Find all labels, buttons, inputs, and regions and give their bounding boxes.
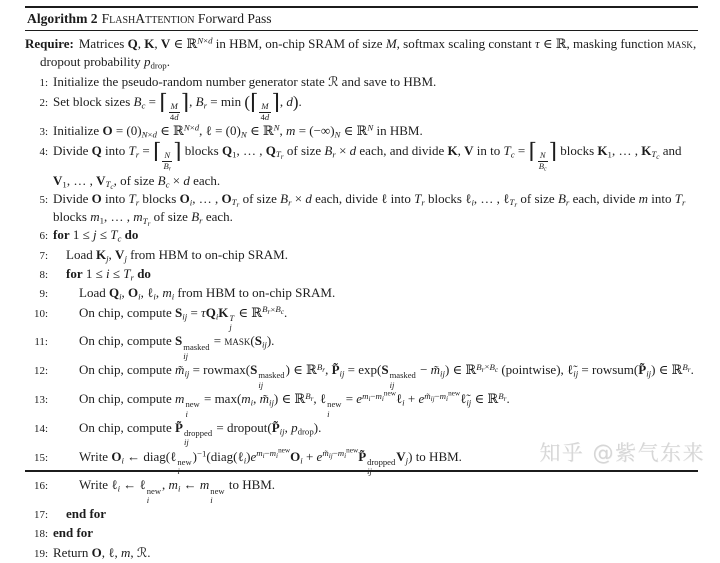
line-number: 9: xyxy=(39,288,48,301)
line-number: 11: xyxy=(34,336,48,349)
line-content: for $1 \le i \le T_r$ do xyxy=(66,266,151,283)
require-line xyxy=(25,31,698,72)
line-number: 6: xyxy=(39,230,48,243)
line-content: Load $Q_i$, $O_i$, ℓ$_i$, $m_i$ from HBM to on-chip SRAM. xyxy=(79,285,336,302)
algorithm-title-rest: Forward Pass xyxy=(194,11,272,26)
line-number: 18: xyxy=(33,528,48,541)
line-number: 19: xyxy=(33,547,48,560)
line-content: Load $K_j$, $V_j$ from HBM to on-chip SRAM. xyxy=(66,246,288,264)
line-number: 2: xyxy=(39,96,48,109)
algo-line xyxy=(25,332,698,361)
line-content: On chip, compute $S_{ij} = \tau Q_iK$ T j ∈ ℝ$^{B_r\times B_c}$. xyxy=(79,304,288,333)
algorithm-title-smallcaps: FlashAttention xyxy=(101,11,195,26)
line-number: 16: xyxy=(33,480,48,493)
line-number: 1: xyxy=(39,77,48,90)
line-number: 14: xyxy=(33,422,48,435)
algo-line xyxy=(25,89,698,123)
algorithm-lines xyxy=(25,73,698,563)
algo-line xyxy=(25,138,698,192)
line-number: 8: xyxy=(39,269,48,282)
line-content: end for xyxy=(53,525,94,541)
algo-line xyxy=(25,476,698,505)
line-content: Write $O_i$ ← diag(ℓ new i )$^{-1}(diag(\ell_i)e^{m_i-m_i^{new}}O_i$ + $e^{m̃_{ij}-m_i^{new}}P̃$ dropped ij $V_j$) to HBM. xyxy=(79,446,462,477)
bottom-rule xyxy=(25,470,698,472)
line-number: 10: xyxy=(33,307,48,320)
line-content: Return O, ℓ, m, ℛ. xyxy=(53,544,151,560)
line-content: Write ℓ$_i$ ← ℓ new i , $m_i$ ← m new i to HBM. xyxy=(79,477,276,505)
require-body: Matrices Q, K, V ∈ ℝ$^{N\times d}$ in HBM, on-chip SRAM of size M, softmax scaling constant τ ∈ ℝ, masking function mask, dropout probability $p_{drop}$. xyxy=(40,35,697,71)
line-content: On chip, compute P̃ dropped ij = $dropout(P̃_{ij}$, $p_{drop}$). xyxy=(79,419,322,448)
line-number: 12: xyxy=(33,365,48,378)
line-number: 4: xyxy=(39,145,48,158)
line-number: 15: xyxy=(33,451,48,464)
algo-line xyxy=(25,524,698,543)
algorithm-label: Algorithm 2 xyxy=(27,11,98,26)
watermark: 知乎 @紫气东来 xyxy=(539,441,705,465)
line-content: end for xyxy=(66,506,107,522)
algo-line xyxy=(25,284,698,303)
algo-line xyxy=(25,390,698,419)
algo-line xyxy=(25,544,698,563)
line-number: 17: xyxy=(33,509,48,522)
algo-line xyxy=(25,505,698,524)
line-content: Set block sizes $B_c$ = ⌈ $\frac{M}{4d}$ ⌉, $B_r = \min$ (⌈ $\frac{M}{4d}$ ⌉, d). xyxy=(53,89,302,122)
line-number: 7: xyxy=(39,249,48,262)
algo-line xyxy=(25,265,698,284)
algo-line xyxy=(25,226,698,245)
require-keyword: Require: xyxy=(25,36,74,51)
line-content: Divide O into $T_r$ blocks $O_i$, … , $O_{T_r}$ of size $B_r \times d$ each, divide ℓ into $T_r$ blocks ℓ$_i$, … , ℓ$_{T_r}$ of size $B_r$ each, divide m into $T_r$ blocks $m_1$, … , $m_{T_r}$ of size $B_r$ each. xyxy=(53,190,686,228)
line-content: Initialize $O = (0)_{N\times d}$ ∈ ℝ$^{N\times d}$, ℓ = $(0)_N$ ∈ ℝ$^N$, $m = (-\infty)_N$ ∈ ℝ$^N$ in HBM. xyxy=(53,123,423,140)
algo-line xyxy=(25,73,698,92)
line-content: Divide Q into $T_r$ = ⌈ $\frac{N}{B_r}$ ⌉ blocks $Q_1$, … , $Q_{T_r}$ of size $B_r \times d$ each, and divide K, V in to $T_c$ = ⌈ $\frac{N}{B_c}$ ⌉ blocks $K_1$, … , $K_{T_c}$ and $V_1$, … , $V_{T_c}$, of size $B_c \times d$ each. xyxy=(53,138,682,192)
line-content: On chip, compute $m̃_{ij} = rowmax(S$ masked ij ) ∈ ℝ$^{B_r}$, $P̃_{ij} = \exp(S$ masked ij − $m̃_{ij}$) ∈ ℝ$^{B_r\times B_c}$ (pointwise), $\ell̃_{ij}$ = $rowsum(P̃_{ij})$ ∈ ℝ$^{B_r}$. xyxy=(79,361,694,390)
line-content: On chip, compute S masked ij = $mask(S_{ij})$. xyxy=(79,333,275,361)
algo-line xyxy=(25,190,698,227)
line-number: 3: xyxy=(39,126,48,139)
algorithm-header xyxy=(25,8,698,30)
line-number: 5: xyxy=(39,193,48,206)
algo-line xyxy=(25,246,698,265)
algo-line xyxy=(25,361,698,390)
line-content: for $1 \le j \le T_c$ do xyxy=(53,227,139,244)
line-content: Initialize the pseudo-random number generator state ℛ and save to HBM. xyxy=(53,74,437,90)
line-number: 13: xyxy=(33,393,48,406)
algo-line xyxy=(25,304,698,333)
algo-line xyxy=(25,122,698,141)
line-content: On chip, compute m new i = $\max(m_i$, $m̃_{ij}$) ∈ ℝ$^{B_r}$, ℓ new i = $e^{m_i-m_i^{new}}\ell_i$ + $e^{m̃_{ij}-m_i^{new}}\ell̃_{ij}$ ∈ ℝ$^{B_r}$. xyxy=(79,388,510,419)
